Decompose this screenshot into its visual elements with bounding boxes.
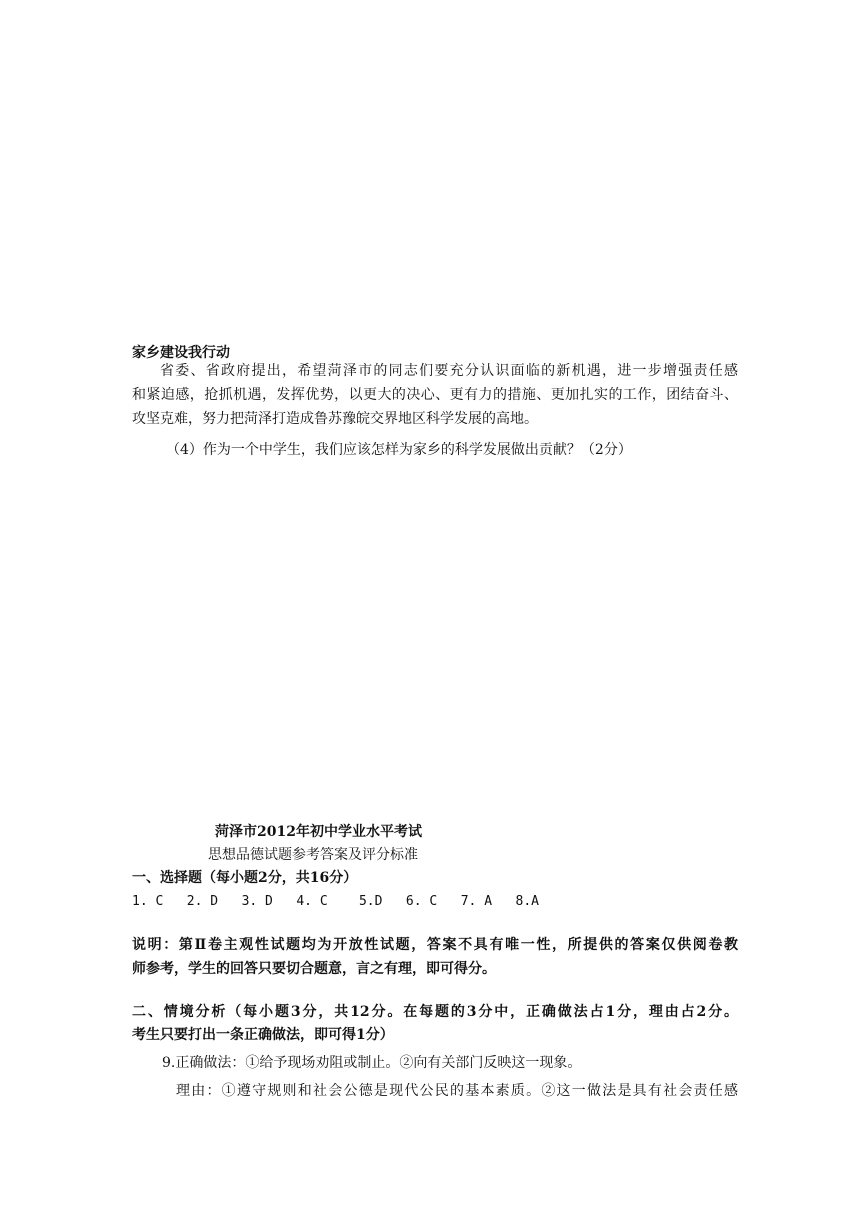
part2-heading-line-2: 考生只要打出一条正确做法，即可得1分） [132, 1027, 394, 1043]
paragraph-line-2: 和紧迫感，抢抓机遇，发挥优势，以更大的决心、更有力的措施、更加扎实的工作，团结奋斗、 [132, 387, 738, 403]
part1-answers: 1. C 2. D 3. D 4. C 5.D 6. C 7. A 8.A [132, 894, 539, 909]
answer-key-subtitle: 思想品德试题参考答案及评分标准 [208, 847, 418, 863]
paragraph-line-3: 攻坚克难，努力把菏泽打造成鲁苏豫皖交界地区科学发展的高地。 [132, 411, 538, 427]
note-line-2: 师参考，学生的回答只要切合题意，言之有理，即可得分。 [132, 961, 496, 977]
q9-reason: 理由：①遵守规则和社会公德是现代公民的基本素质。②这一做法是具有社会责任感 [176, 1083, 738, 1099]
paragraph-line-1: 省委、省政府提出，希望菏泽市的同志们要充分认识面临的新机遇，进一步增强责任感 [160, 363, 738, 379]
section-heading: 家乡建设我行动 [132, 345, 230, 361]
part2-heading-line-1: 二、情境分析（每小题3分，共12分。在每题的3分中，正确做法占1分，理由占2分。 [132, 1004, 738, 1020]
question-4: （4）作为一个中学生，我们应该怎样为家乡的科学发展做出贡献？（2分） [166, 442, 632, 458]
note-line-1: 说明：第Ⅱ卷主观性试题均为开放性试题，答案不具有唯一性，所提供的答案仅供阅卷教 [132, 937, 738, 953]
q9-correct-approach: 9.正确做法：①给予现场劝阻或制止。②向有关部门反映这一现象。 [162, 1055, 582, 1071]
answer-key-title: 菏泽市2012年初中学业水平考试 [215, 824, 422, 840]
part1-heading: 一、选择题（每小题2分，共16分） [132, 870, 358, 886]
